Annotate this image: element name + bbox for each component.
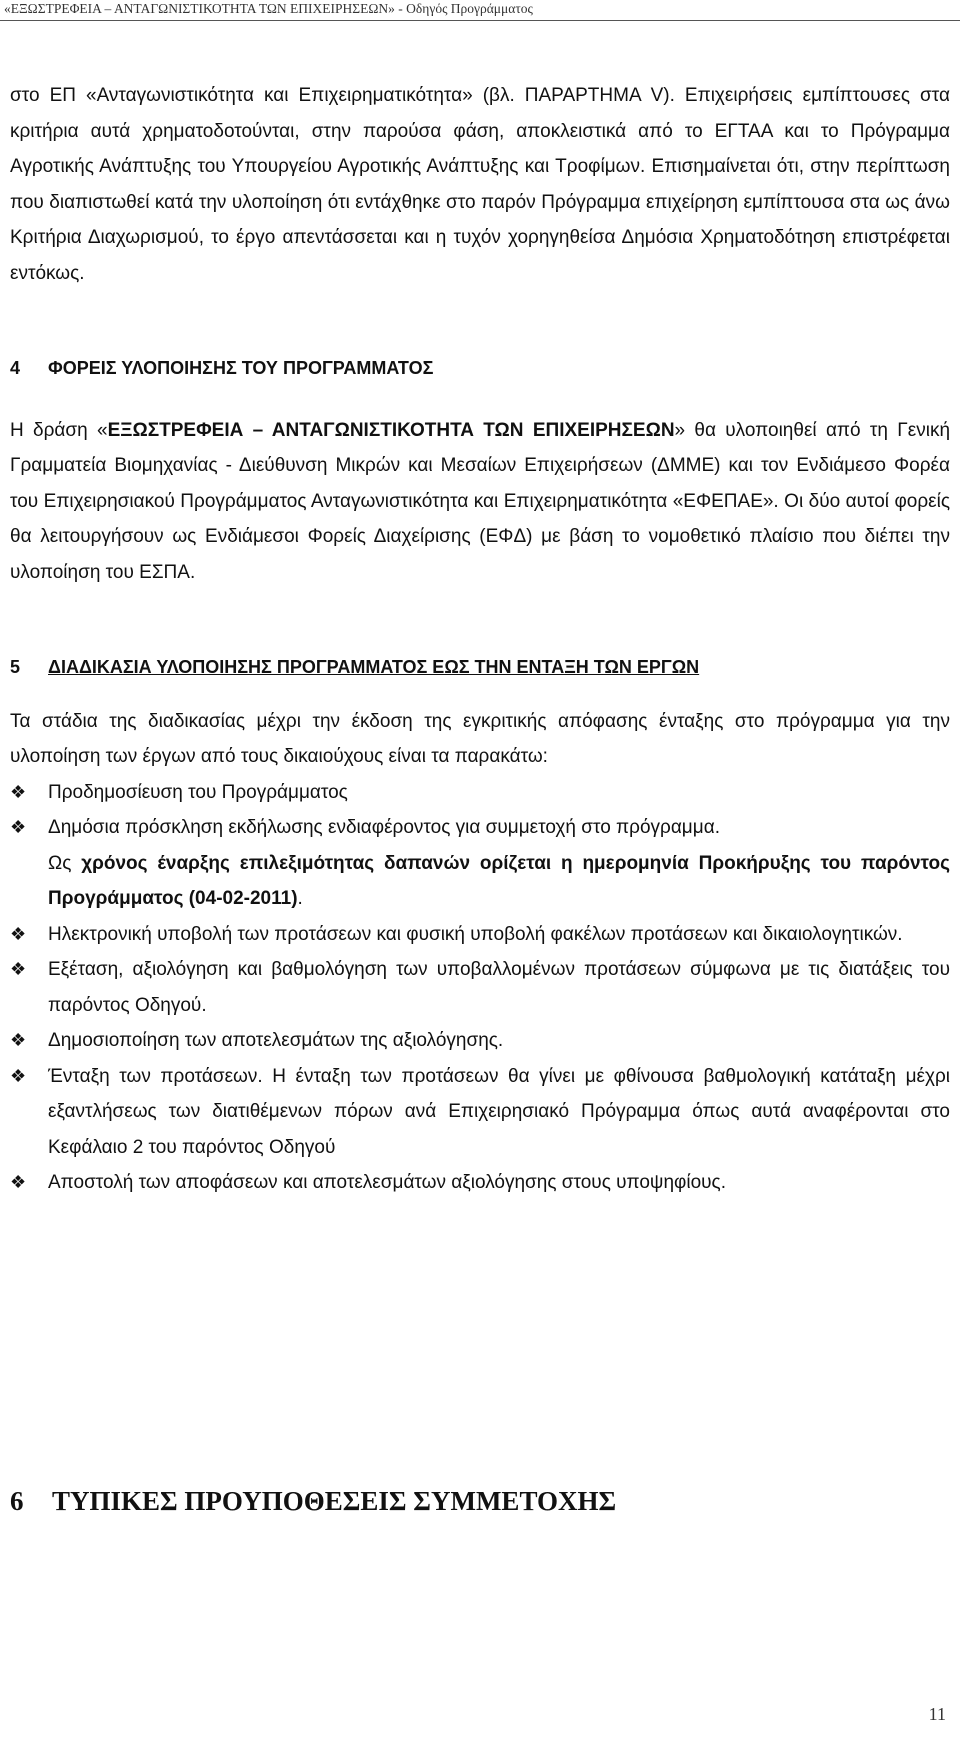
list-item: [10, 775, 950, 811]
list-item-text: Ηλεκτρονική υποβολή των προτάσεων και φυσική υποβολή φακέλων προτάσεων και δικαιολογητικών.: [48, 923, 903, 945]
header-divider: [0, 20, 960, 21]
diamond-bullet-icon: ❖: [10, 781, 27, 802]
section-4-number: 4: [10, 358, 21, 378]
list-item-text: Δημοσιοποίηση των αποτελεσμάτων της αξιολόγησης.: [48, 1030, 504, 1051]
diamond-bullet-icon: ❖: [10, 1030, 27, 1050]
section-5-number: 5: [10, 657, 21, 677]
program-name-bold: ΕΞΩΣΤΡΕΦΕΙΑ – ΑΝΤΑΓΩΝΙΣΤΙΚΟΤΗΤΑ ΤΩΝ ΕΠΙΧΕΙΡΗΣΕΩΝ: [107, 419, 675, 441]
section-6-heading: [10, 1486, 616, 1517]
list-item-text: Αποστολή των αποφάσεων και αποτελεσμάτων αξιολόγησης στους υποψηφίους.: [48, 1172, 726, 1193]
procedure-steps-list: [10, 775, 950, 1201]
diamond-bullet-icon: ❖: [10, 923, 27, 944]
document-body: [10, 78, 950, 1201]
section-4-text-b: » θα υλοποιηθεί από τη Γενική Γραμματεία Βιομηχανίας - Διεύθυνση Μικρών και Μεσαίων Επιχειρήσεων (ΔΜΜΕ) και τον Ενδιάμεσο Φορέα του Επιχειρησιακού Προγράμματος Ανταγωνιστικότητα και Επιχειρηματικότητα «ΕΦΕΠΑΕ». Οι δύο αυτοί φορείς θα λειτουργήσουν ως Ενδιάμεσοι Φορείς Διαχείρισης (ΕΦΔ) με βάση το νομοθετικό πλαίσιο που διέπει την υλοποίηση του ΕΣΠΑ.: [10, 419, 951, 583]
diamond-bullet-icon: ❖: [10, 1172, 27, 1192]
diamond-bullet-icon: ❖: [10, 1065, 27, 1086]
list-item-text: Ένταξη των προτάσεων. Η ένταξη των προτάσεων θα γίνει με φθίνουσα βαθμολογική κατάταξη μέχρι εξαντλήσεως των διατιθέμενων πόρων ανά Επιχειρησιακό Πρόγραμμα όπως αυτά αναφέρονται στο Κεφάλαιο 2 του παρόντος Οδηγού: [48, 1065, 950, 1158]
diamond-bullet-icon: ❖: [10, 817, 27, 837]
list-item: [10, 810, 950, 917]
section-4-paragraph: [10, 413, 950, 591]
section-5-title: ΔΙΑΔΙΚΑΣΙΑ ΥΛΟΠΟΙΗΣΗΣ ΠΡΟΓΡΑΜΜΑΤΟΣ ΕΩΣ ΤΗΝ ΕΝΤΑΞΗ ΤΩΝ ΕΡΓΩΝ: [48, 657, 700, 677]
page-number: 11: [928, 1704, 946, 1724]
eligibility-note-a: Ως: [48, 852, 82, 874]
list-item: [10, 1059, 950, 1166]
section-6-title: ΤΥΠΙΚΕΣ ΠΡΟΥΠΟΘΕΣΕΙΣ ΣΥΜΜΕΤΟΧΗΣ: [52, 1486, 617, 1516]
section-5-heading: [10, 650, 950, 686]
list-item-text: Προδημοσίευση του Προγράμματος: [48, 781, 348, 803]
list-item: [10, 917, 950, 953]
intro-paragraph: στο ΕΠ «Ανταγωνιστικότητα και Επιχειρηματικότητα» (βλ. ΠΑΡΑΡΤΗΜΑ V). Επιχειρήσεις εμπίπτουσες στα κριτήρια αυτά χρηματοδοτούνται, στην παρούσα φάση, αποκλειστικά από το ΕΓΤΑΑ και το Πρόγραμμα Αγροτικής Ανάπτυξης του Υπουργείου Αγροτικής Ανάπτυξης και Τροφίμων. Επισημαίνεται ότι, στην περίπτωση που διαπιστωθεί κατά την υλοποίηση ότι εντάχθηκε στο παρόν Πρόγραμμα επιχείρηση εμπίπτουσα στα ως άνω Κριτήρια Διαχωρισμού, το έργο απεντάσσεται και η τυχόν χορηγηθείσα Δημόσια Χρηματοδότηση επιστρέφεται εντόκως.: [10, 85, 950, 284]
section-5-intro: Τα στάδια της διαδικασίας μέχρι την έκδοση της εγκριτικής απόφασης ένταξης στο πρόγραμμα για την υλοποίηση των έργων από τους δικαιούχους είναι τα παρακάτω:: [10, 710, 950, 767]
diamond-bullet-icon: ❖: [10, 959, 27, 979]
section-4-heading: [10, 351, 950, 387]
list-item-text: Δημόσια πρόσκληση εκδήλωσης ενδιαφέροντος για συμμετοχή στο πρόγραμμα.: [48, 817, 720, 838]
eligibility-note-b: .: [297, 888, 303, 909]
list-item: [10, 1165, 950, 1201]
list-item: [10, 1023, 950, 1059]
section-6-number: 6: [10, 1486, 24, 1516]
section-4-title: ΦΟΡΕΙΣ ΥΛΟΠΟΙΗΣΗΣ ΤΟΥ ΠΡΟΓΡΑΜΜΑΤΟΣ: [48, 358, 434, 378]
running-header: «ΕΞΩΣΤΡΕΦΕΙΑ – ΑΝΤΑΓΩΝΙΣΤΙΚΟΤΗΤΑ ΤΩΝ ΕΠΙΧΕΙΡΗΣΕΩΝ» - Οδηγός Προγράμματος: [4, 1, 533, 16]
list-item: [10, 952, 950, 1023]
eligibility-date-bold: χρόνος έναρξης επιλεξιμότητας δαπανών ορίζεται η ημερομηνία Προκήρυξης του παρόντος Προγράμματος (04-02-2011): [48, 852, 950, 909]
section-4-text-a: Η δράση «: [10, 419, 108, 441]
list-item-text: Εξέταση, αξιολόγηση και βαθμολόγηση των υποβαλλομένων προτάσεων σύμφωνα με τις διατάξεις του παρόντος Οδηγού.: [48, 959, 950, 1016]
